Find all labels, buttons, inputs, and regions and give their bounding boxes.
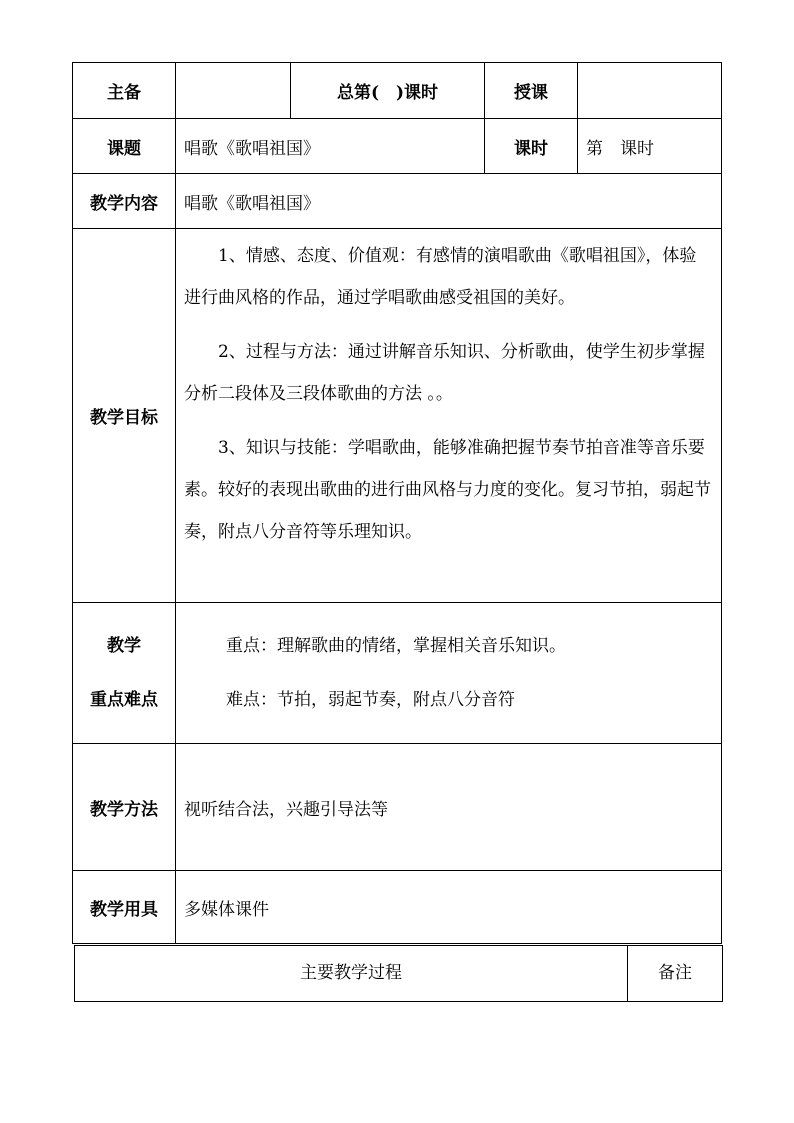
method-value: 视听结合法，兴趣引导法等 [176,744,722,871]
objective-item: 3、知识与技能：学唱歌曲，能够准确把握节奏节拍音准等音乐要素。较好的表现出歌曲的进行曲风格与力度的变化。复习节拍，弱起节奏，附点八分音符等乐理知识。 [184,438,711,542]
period-label: 课时 [485,119,578,174]
difficulty-text: 难点：节拍，弱起节奏，附点八分音符 [226,690,515,710]
topic-value: 唱歌《歌唱祖国》 [176,119,485,174]
key-points-label-line2: 重点难点 [90,690,158,710]
method-label: 教学方法 [73,744,176,871]
period-value: 第 课时 [578,119,722,174]
topic-label: 课题 [73,119,176,174]
process-note: 备注 [628,946,723,1002]
tools-value: 多媒体课件 [176,871,722,944]
objective-item: 1、情感、态度、价值观：有感情的演唱歌曲《歌唱祖国》，体验进行曲风格的作品，通过学唱歌曲感受祖国的美好。 [184,246,697,308]
objectives-list [176,229,722,603]
content-label: 教学内容 [73,174,176,229]
objectives-row [73,229,722,603]
objective-item: 2、过程与方法：通过讲解音乐知识、分析歌曲，使学生初步掌握分析二段体及三段体歌曲的方法 。。 [184,342,705,404]
method-row [73,744,722,871]
teaching-value [578,63,722,119]
preparer-value [176,63,291,119]
tools-label: 教学用具 [73,871,176,944]
tools-row [73,871,722,944]
content-value: 唱歌《歌唱祖国》 [176,174,722,229]
teaching-label: 授课 [485,63,578,119]
key-points-label-line1: 教学 [107,636,141,656]
topic-row [73,119,722,174]
key-points-content [176,603,722,744]
key-points-label [73,603,176,744]
process-header-row [75,946,723,1002]
total-lesson-label: 总第( )课时 [291,63,485,119]
lesson-plan-table [72,62,722,944]
key-points-row [73,603,722,744]
process-table [74,945,723,1002]
key-point-text: 重点：理解歌曲的情绪，掌握相关音乐知识。 [226,636,566,656]
objectives-label: 教学目标 [73,229,176,603]
process-title: 主要教学过程 [75,946,628,1002]
header-row [73,63,722,119]
content-row [73,174,722,229]
preparer-label: 主备 [73,63,176,119]
